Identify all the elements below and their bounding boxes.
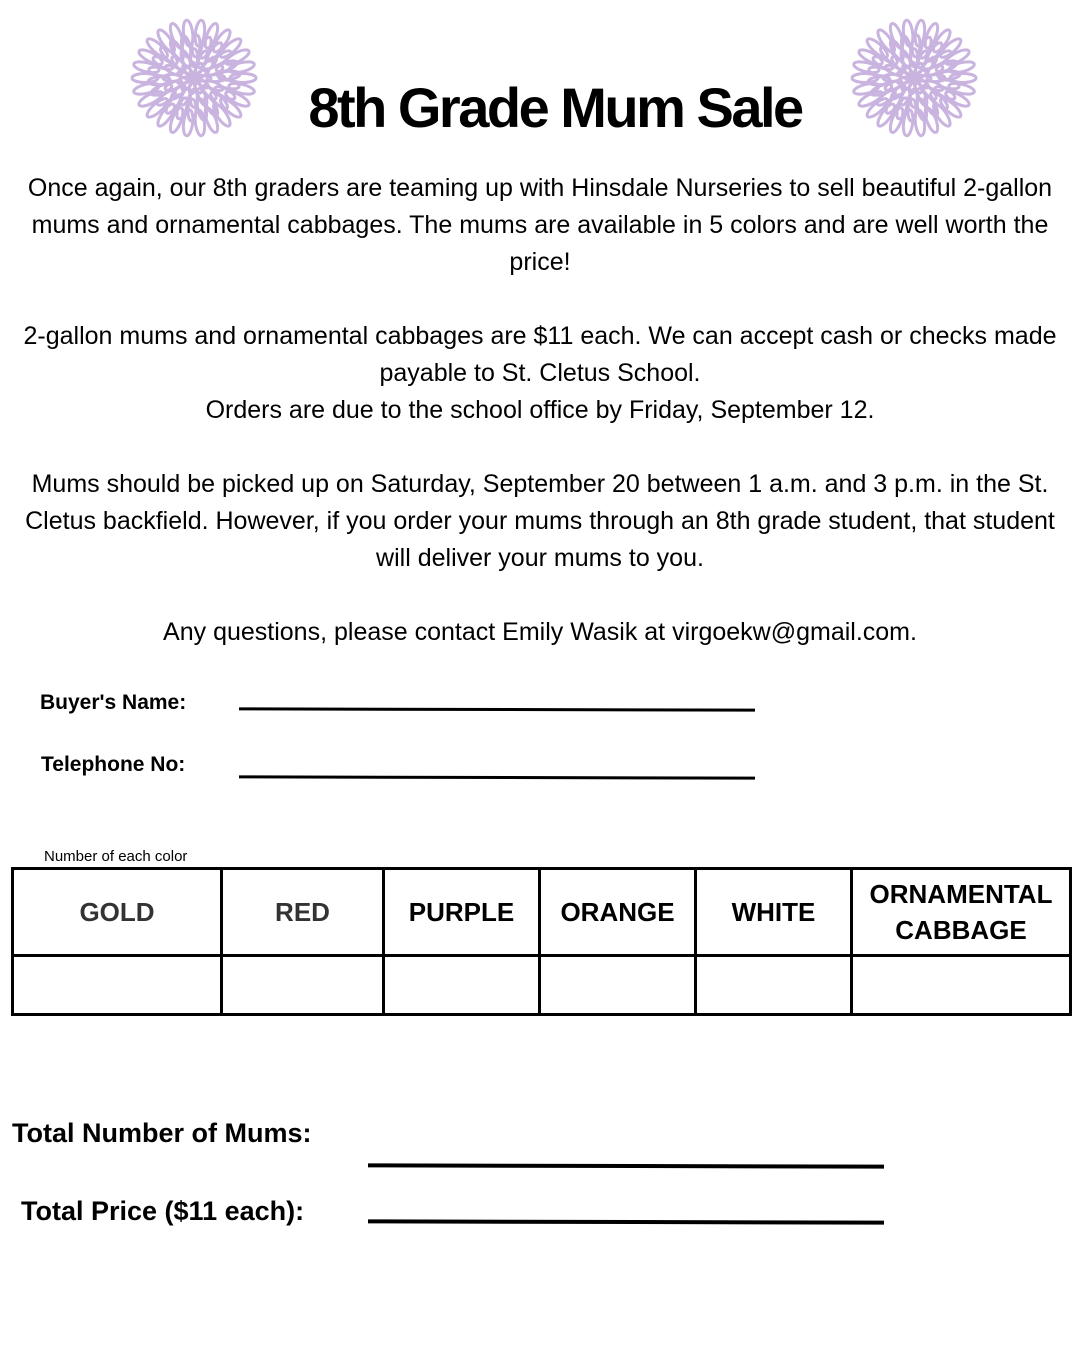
quantity-cell-purple[interactable] xyxy=(384,956,540,1015)
column-header-white: WHITE xyxy=(696,869,852,956)
column-header-red: RED xyxy=(222,869,384,956)
total-price-label: Total Price ($11 each): xyxy=(21,1196,305,1226)
buyer-name-field[interactable] xyxy=(239,707,755,711)
intro-paragraph: Once again, our 8th graders are teaming up with Hinsdale Nurseries to sell beautiful 2-gallon mums and ornamental cabbages. The mums are available in 5 colors and are well worth the price! xyxy=(27,174,1053,276)
pricing-paragraph xyxy=(10,318,1070,429)
telephone-label: Telephone No: xyxy=(41,753,186,776)
table-header-row xyxy=(13,869,1071,956)
total-mums-field[interactable] xyxy=(368,1163,884,1168)
buyer-name-label: Buyer's Name: xyxy=(40,691,187,714)
contact-paragraph: Any questions, please contact Emily Wasik at virgoekw@gmail.com. xyxy=(163,618,917,646)
order-table xyxy=(11,867,1072,1016)
pricing-text: 2-gallon mums and ornamental cabbages are $11 each. We can accept cash or checks made payable to St. Cletus School. xyxy=(23,322,1057,387)
quantity-cell-ornamental-cabbage[interactable] xyxy=(852,956,1071,1015)
table-row xyxy=(13,956,1071,1015)
quantity-cell-orange[interactable] xyxy=(540,956,696,1015)
page-title: 8th Grade Mum Sale xyxy=(308,76,802,139)
telephone-field[interactable] xyxy=(239,775,755,779)
table-caption: Number of each color xyxy=(44,848,188,865)
column-header-ornamental-cabbage xyxy=(852,869,1071,956)
column-header-orange: ORANGE xyxy=(540,869,696,956)
column-header-ornamental-cabbage-text: ORNAMENTAL CABBAGE xyxy=(869,879,1053,945)
quantity-cell-gold[interactable] xyxy=(13,956,222,1015)
quantity-cell-red[interactable] xyxy=(222,956,384,1015)
pickup-paragraph: Mums should be picked up on Saturday, September 20 between 1 a.m. and 3 p.m. in the St. Cletus backfield. However, if you order your mums through an 8th grade student, that student will deliver your mums to you. xyxy=(25,470,1055,572)
total-price-field[interactable] xyxy=(368,1219,884,1224)
quantity-cell-white[interactable] xyxy=(696,956,852,1015)
column-header-purple: PURPLE xyxy=(384,869,540,956)
due-date-text: Orders are due to the school office by Friday, September 12. xyxy=(205,396,875,424)
column-header-gold: GOLD xyxy=(13,869,222,956)
total-mums-label: Total Number of Mums: xyxy=(12,1118,312,1148)
